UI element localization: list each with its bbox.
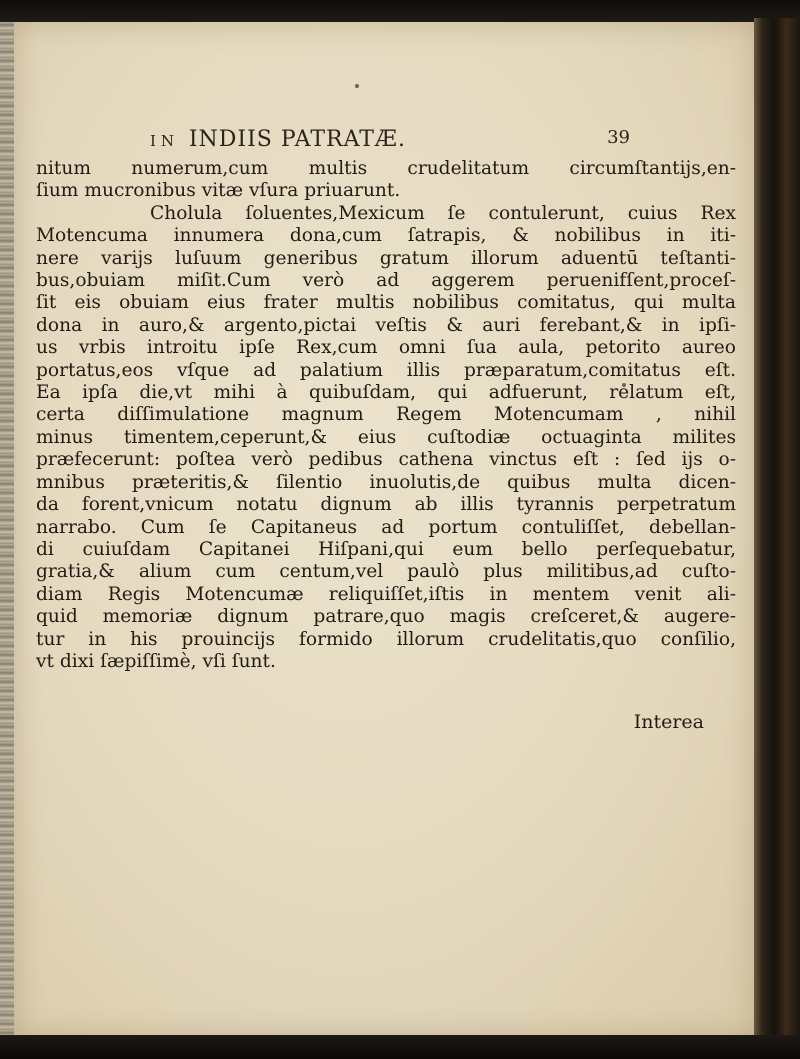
text-line: ſit eis obuiam eius frater multis nobilibus comitatus, qui multa xyxy=(36,292,736,314)
text-line: Ea ipſa die,vt mihi à quibuſdam, qui adfuerunt, relatum eſt, xyxy=(36,382,736,404)
text-line: Cholula ſoluentes,Mexicum ſe contulerunt, cuius Rex xyxy=(150,202,736,224)
text-line: diam Regis Motencumæ reliquiſſet,iſtis in mentem venit ali- xyxy=(36,583,736,605)
text-line: portatus,eos vſque ad palatium illis præparatum,comitatus eſt. xyxy=(36,359,736,381)
text-line: ſium mucronibus vitæ vſura priuarunt. xyxy=(36,180,401,202)
book-binding xyxy=(754,18,800,1059)
text-line: gratia,& alium cum centum,vel paulò plus militibus,ad cuſto- xyxy=(36,561,736,583)
scan-bottom-border xyxy=(0,1035,800,1059)
text-line: us vrbis introitu ipſe Rex,cum omni ſua aula, petorito aureo xyxy=(36,337,736,359)
text-line: dona in auro,& argento,pictai veſtis & auri ferebant,& in ipſi- xyxy=(36,314,736,336)
text-line: minus timentem,ceperunt,& eius cuſtodiæ octuaginta milites xyxy=(36,426,736,448)
running-header xyxy=(150,127,630,153)
text-line: mnibus præteritis,& ſilentio inuolutis,de quibus multa dicen- xyxy=(36,471,736,493)
page-number: 39 xyxy=(607,127,630,148)
text-line: tur in his prouincijs formido illorum crudelitatis,quo conſilio, xyxy=(36,628,736,650)
running-title-group xyxy=(150,127,406,152)
text-line: di cuiuſdam Capitanei Hiſpani,qui eum bello perſequebatur, xyxy=(36,538,736,560)
text-line: præfecerunt: poſtea verò pedibus cathena vinctus eſt : ſed ijs o- xyxy=(36,449,736,471)
text-line: nitum numerum,cum multis crudelitatum circumſtantijs,en- xyxy=(36,158,736,179)
text-line: certa diſſimulatione magnum Regem Motencumam , nihil xyxy=(36,404,736,426)
catchword: Interea xyxy=(633,711,704,733)
text-line: da forent,vnicum notatu dignum ab illis tyrannis perpetratum xyxy=(36,494,736,516)
ink-speck xyxy=(355,84,359,88)
text-line: nere varijs luſuum generibus gratum illorum aduentū teſtanti- xyxy=(36,247,736,269)
text-line: Motencuma innumera dona,cum ſatrapis, & nobilibus in iti- xyxy=(36,225,736,247)
text-line: narrabo. Cum ſe Capitaneus ad portum contuliſſet, debellan- xyxy=(36,516,736,538)
text-line: quid memoriæ dignum patrare,quo magis creſceret,& augere- xyxy=(36,606,736,628)
running-title: INDIIS PATRATÆ. xyxy=(188,127,406,152)
text-line: vt dixi ſæpiſſimè, vſi ſunt. xyxy=(36,650,276,672)
running-prefix: IN xyxy=(150,132,180,150)
body-text xyxy=(36,158,736,673)
text-line: bus,obuiam miſit.Cum verò ad aggerem peruenifſent,proceſ- xyxy=(36,270,736,292)
